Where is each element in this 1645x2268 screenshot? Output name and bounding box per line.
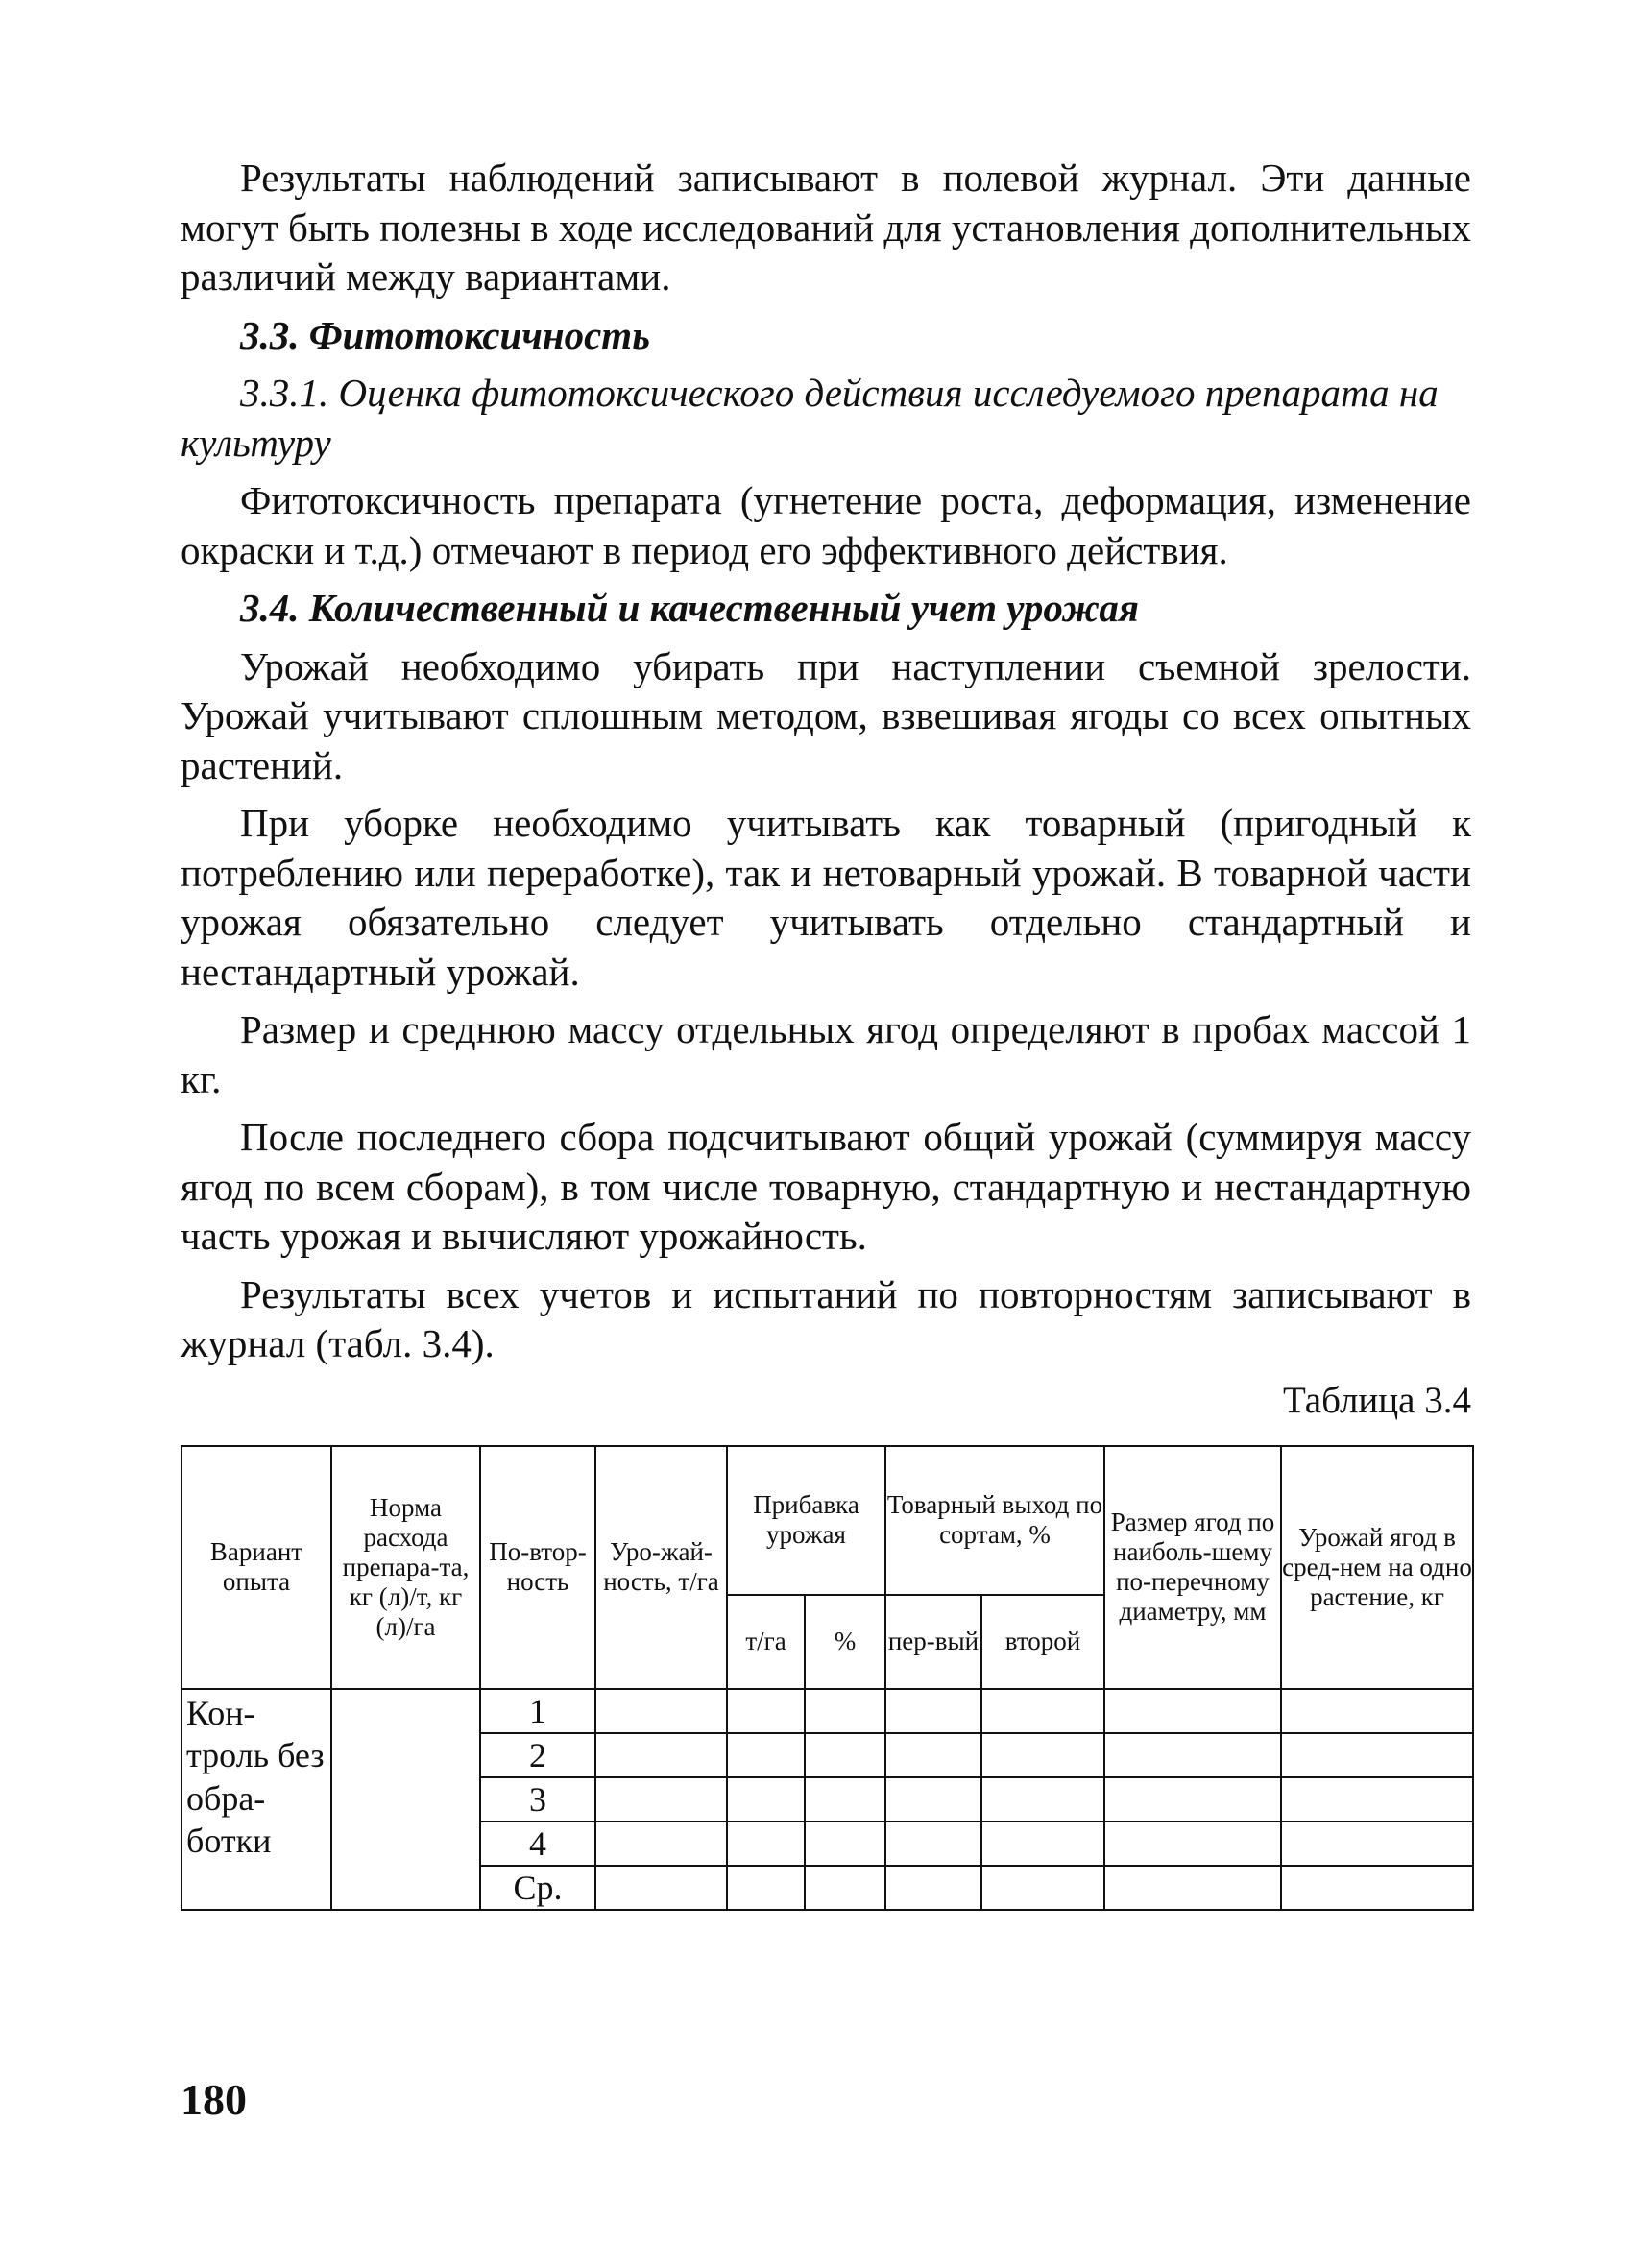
page-number: 180 — [181, 2075, 247, 2124]
table-cell — [805, 1866, 885, 1910]
header-first: пер-вый — [885, 1595, 981, 1689]
header-increase: Прибавка урожая — [727, 1446, 885, 1595]
table-caption: Таблица 3.4 — [1282, 1379, 1471, 1421]
paragraph-phytotoxicity: Фитотоксичность препарата (угнетение роста, деформация, изменение окраски и т.д.) отмечают в период его эффективного действия. — [181, 478, 1471, 572]
table-cell — [981, 1866, 1104, 1910]
repeat-cell: 4 — [480, 1822, 595, 1866]
table-cell — [595, 1777, 727, 1822]
heading-3-3: 3.3. Фитотоксичность — [240, 312, 650, 357]
table-cell — [595, 1689, 727, 1733]
norm-cell — [331, 1689, 480, 1910]
table-cell — [595, 1822, 727, 1866]
table-cell — [727, 1822, 805, 1866]
repeat-cell: 2 — [480, 1733, 595, 1777]
paragraph-berry-size: Размер и среднюю массу отдельных ягод определяют в пробах массой 1 кг. — [181, 1007, 1471, 1101]
table-cell — [1281, 1733, 1473, 1777]
header-second: второй — [981, 1595, 1104, 1689]
table-cell — [885, 1733, 981, 1777]
header-norm: Норма расхода препара-та, кг (л)/т, кг (л)/га — [331, 1446, 480, 1689]
table-cell — [727, 1689, 805, 1733]
repeat-cell: 3 — [480, 1777, 595, 1822]
table-cell — [1281, 1689, 1473, 1733]
paragraph-harvest-commodity: При уборке необходимо учитывать как товарный (пригодный к потреблению или переработке), так и нетоварный урожай. В товарной части урожая обязательно следует учитывать отдельно стандартный и нестандартный урожай. — [181, 801, 1471, 994]
heading-3-4: 3.4. Количественный и качественный учет урожая — [240, 586, 1139, 630]
table-cell — [981, 1733, 1104, 1777]
table-cell — [885, 1866, 981, 1910]
table-cell — [885, 1822, 981, 1866]
table-cell — [885, 1689, 981, 1733]
table-cell — [1104, 1777, 1281, 1822]
table-cell — [595, 1866, 727, 1910]
table-cell — [805, 1777, 885, 1822]
table-cell — [1104, 1866, 1281, 1910]
table-cell — [1104, 1822, 1281, 1866]
header-repeat: По-втор-ность — [480, 1446, 595, 1689]
repeat-cell-average: Ср. — [480, 1866, 595, 1910]
heading-3-3-1: 3.3.1. Оценка фитотоксического действия исследуемого препарата на культуру — [181, 371, 1439, 465]
paragraph-observations: Результаты наблюдений записывают в полевой журнал. Эти данные могут быть полезны в ходе исследований для установления дополнительных различий между вариантами. — [181, 156, 1471, 299]
header-avg: Урожай ягод в сред-нем на одно растение, кг — [1281, 1446, 1473, 1689]
table-cell — [805, 1733, 885, 1777]
header-increase-pct: % — [805, 1595, 885, 1689]
header-commodity: Товарный выход по сортам, % — [885, 1446, 1104, 1595]
table-cell — [1281, 1866, 1473, 1910]
table-cell — [981, 1822, 1104, 1866]
results-table — [181, 1445, 1474, 1911]
table-cell — [595, 1733, 727, 1777]
table-cell — [1104, 1689, 1281, 1733]
header-increase-tha: т/га — [727, 1595, 805, 1689]
header-size: Размер ягод по наиболь-шему по-перечному диаметру, мм — [1104, 1446, 1281, 1689]
table-cell — [1104, 1733, 1281, 1777]
table-cell — [727, 1866, 805, 1910]
paragraph-results: Результаты всех учетов и испытаний по повторностям записывают в журнал (табл. 3.4). — [181, 1271, 1471, 1365]
table-cell — [981, 1777, 1104, 1822]
table-cell — [885, 1777, 981, 1822]
table-cell — [805, 1689, 885, 1733]
paragraph-harvest: Урожай необходимо убирать при наступлении съемной зрелости. Урожай учитывают сплошным методом, взвешивая ягоды со всех опытных растений. — [181, 643, 1471, 787]
table-cell — [727, 1733, 805, 1777]
table-cell — [981, 1689, 1104, 1733]
table-cell — [1281, 1777, 1473, 1822]
table-cell — [727, 1777, 805, 1822]
table-cell — [805, 1822, 885, 1866]
page-body — [181, 154, 1471, 1911]
variant-cell: Кон-троль без обра-ботки — [181, 1689, 331, 1910]
header-variant: Вариант опыта — [181, 1446, 331, 1689]
repeat-cell: 1 — [480, 1689, 595, 1733]
header-yield: Уро-жай-ность, т/га — [595, 1446, 727, 1689]
paragraph-total-yield: После последнего сбора подсчитывают общий урожай (суммируя массу ягод по всем сборам), в том числе товарную, стандартную и нестандартную часть урожая и вычисляют урожайность. — [181, 1115, 1471, 1258]
table-cell — [1281, 1822, 1473, 1866]
